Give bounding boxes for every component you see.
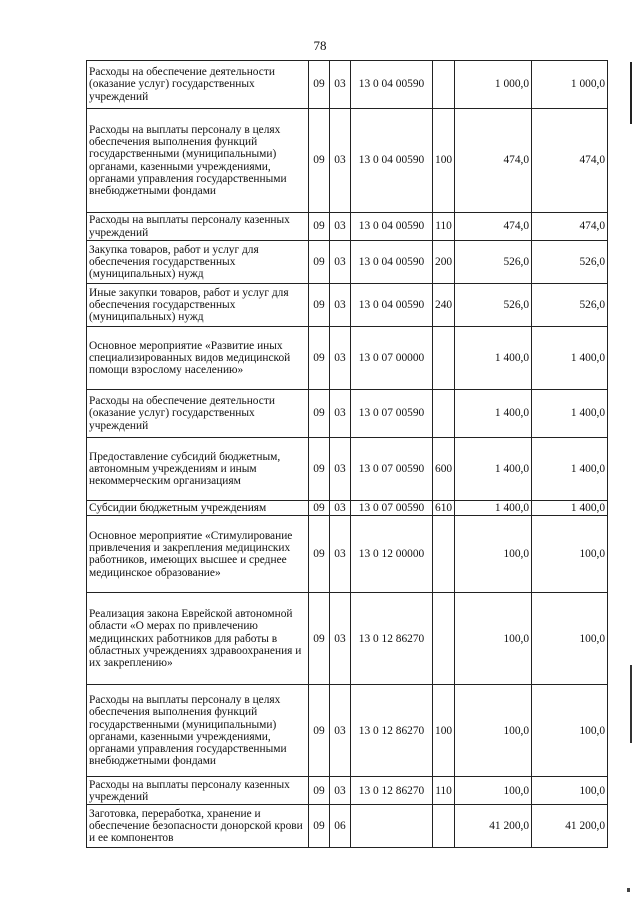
section-code-cell: 09 xyxy=(309,284,330,327)
expense-type-cell xyxy=(433,390,455,438)
section-code-cell: 09 xyxy=(309,685,330,777)
target-article-cell: 13 0 07 00590 xyxy=(351,501,433,516)
target-article-cell: 13 0 07 00000 xyxy=(351,327,433,390)
section-code-cell: 09 xyxy=(309,516,330,593)
expense-type-cell xyxy=(433,516,455,593)
subsection-code-cell: 06 xyxy=(330,805,351,848)
subsection-code-cell: 03 xyxy=(330,61,351,109)
expense-type-cell: 110 xyxy=(433,213,455,241)
subsection-code-cell: 03 xyxy=(330,593,351,685)
row-name-cell: Основное мероприятие «Развитие иных специализированных видов медицинской помощи взрослому населению» xyxy=(87,327,309,390)
expense-type-cell: 600 xyxy=(433,438,455,501)
row-name-cell: Реализация закона Еврейской автономной области «О мерах по привлечению медицинских работников для работы в областных учреждениях здравоохранения и их закреплению» xyxy=(87,593,309,685)
table-row xyxy=(87,438,608,501)
subsection-code-cell: 03 xyxy=(330,109,351,213)
amount-cell: 474,0 xyxy=(532,213,608,241)
row-name-cell: Расходы на обеспечение деятельности (оказание услуг) государственных учреждений xyxy=(87,61,309,109)
expense-type-cell: 100 xyxy=(433,685,455,777)
expense-type-cell: 200 xyxy=(433,241,455,284)
amount-cell: 474,0 xyxy=(532,109,608,213)
amount-cell: 1 400,0 xyxy=(532,501,608,516)
amount-cell: 526,0 xyxy=(455,284,532,327)
expense-type-cell xyxy=(433,593,455,685)
row-name-cell: Иные закупки товаров, работ и услуг для обеспечения государственных (муниципальных) нужд xyxy=(87,284,309,327)
row-name-cell: Расходы на выплаты персоналу в целях обеспечения выполнения функций государственными (муниципальными) органами, казенными учреждениями, органами управления государственными внебюджетными фондами xyxy=(87,109,309,213)
amount-cell: 41 200,0 xyxy=(532,805,608,848)
table-row xyxy=(87,593,608,685)
expense-type-cell xyxy=(433,327,455,390)
section-code-cell: 09 xyxy=(309,805,330,848)
target-article-cell xyxy=(351,805,433,848)
table-row xyxy=(87,241,608,284)
target-article-cell: 13 0 07 00590 xyxy=(351,390,433,438)
table-row xyxy=(87,685,608,777)
amount-cell: 1 400,0 xyxy=(455,327,532,390)
amount-cell: 100,0 xyxy=(532,516,608,593)
target-article-cell: 13 0 07 00590 xyxy=(351,438,433,501)
amount-cell: 100,0 xyxy=(455,516,532,593)
table-row xyxy=(87,61,608,109)
section-code-cell: 09 xyxy=(309,390,330,438)
amount-cell: 1 000,0 xyxy=(532,61,608,109)
table-row xyxy=(87,501,608,516)
row-name-cell: Расходы на обеспечение деятельности (оказание услуг) государственных учреждений xyxy=(87,390,309,438)
subsection-code-cell: 03 xyxy=(330,213,351,241)
amount-cell: 1 000,0 xyxy=(455,61,532,109)
expense-type-cell xyxy=(433,61,455,109)
table-row xyxy=(87,516,608,593)
amount-cell: 1 400,0 xyxy=(532,438,608,501)
subsection-code-cell: 03 xyxy=(330,501,351,516)
scan-edge-mark xyxy=(630,62,632,124)
amount-cell: 100,0 xyxy=(455,777,532,805)
subsection-code-cell: 03 xyxy=(330,390,351,438)
target-article-cell: 13 0 04 00590 xyxy=(351,284,433,327)
amount-cell: 1 400,0 xyxy=(455,438,532,501)
target-article-cell: 13 0 04 00590 xyxy=(351,213,433,241)
row-name-cell: Заготовка, переработка, хранение и обеспечение безопасности донорской крови и ее компонентов xyxy=(87,805,309,848)
row-name-cell: Субсидии бюджетным учреждениям xyxy=(87,501,309,516)
amount-cell: 474,0 xyxy=(455,109,532,213)
subsection-code-cell: 03 xyxy=(330,284,351,327)
section-code-cell: 09 xyxy=(309,109,330,213)
section-code-cell: 09 xyxy=(309,213,330,241)
target-article-cell: 13 0 04 00590 xyxy=(351,241,433,284)
section-code-cell: 09 xyxy=(309,593,330,685)
row-name-cell: Расходы на выплаты персоналу казенных учреждений xyxy=(87,213,309,241)
budget-table xyxy=(86,60,608,848)
amount-cell: 526,0 xyxy=(532,284,608,327)
section-code-cell: 09 xyxy=(309,438,330,501)
expense-type-cell: 610 xyxy=(433,501,455,516)
section-code-cell: 09 xyxy=(309,501,330,516)
amount-cell: 1 400,0 xyxy=(532,390,608,438)
page-number: 78 xyxy=(313,38,327,53)
section-code-cell: 09 xyxy=(309,327,330,390)
amount-cell: 100,0 xyxy=(532,593,608,685)
target-article-cell: 13 0 12 86270 xyxy=(351,685,433,777)
target-article-cell: 13 0 12 00000 xyxy=(351,516,433,593)
target-article-cell: 13 0 04 00590 xyxy=(351,109,433,213)
section-code-cell: 09 xyxy=(309,241,330,284)
table-row xyxy=(87,390,608,438)
amount-cell: 41 200,0 xyxy=(455,805,532,848)
subsection-code-cell: 03 xyxy=(330,516,351,593)
row-name-cell: Расходы на выплаты персоналу казенных учреждений xyxy=(87,777,309,805)
amount-cell: 100,0 xyxy=(455,685,532,777)
expense-type-cell: 100 xyxy=(433,109,455,213)
table-row xyxy=(87,284,608,327)
target-article-cell: 13 0 12 86270 xyxy=(351,777,433,805)
row-name-cell: Основное мероприятие «Стимулирование привлечения и закрепления медицинских работников, имеющих высшее и среднее медицинское образование» xyxy=(87,516,309,593)
table-row xyxy=(87,805,608,848)
target-article-cell: 13 0 12 86270 xyxy=(351,593,433,685)
section-code-cell: 09 xyxy=(309,61,330,109)
amount-cell: 1 400,0 xyxy=(532,327,608,390)
amount-cell: 1 400,0 xyxy=(455,390,532,438)
subsection-code-cell: 03 xyxy=(330,327,351,390)
amount-cell: 100,0 xyxy=(532,685,608,777)
table-row xyxy=(87,777,608,805)
expense-type-cell xyxy=(433,805,455,848)
row-name-cell: Закупка товаров, работ и услуг для обеспечения государственных (муниципальных) нужд xyxy=(87,241,309,284)
section-code-cell: 09 xyxy=(309,777,330,805)
table-row xyxy=(87,109,608,213)
amount-cell: 526,0 xyxy=(455,241,532,284)
subsection-code-cell: 03 xyxy=(330,241,351,284)
amount-cell: 100,0 xyxy=(455,593,532,685)
amount-cell: 474,0 xyxy=(455,213,532,241)
table-body xyxy=(87,61,608,848)
amount-cell: 100,0 xyxy=(532,777,608,805)
row-name-cell: Расходы на выплаты персоналу в целях обеспечения выполнения функций государственными (муниципальными) органами, казенными учреждениями, органами управления государственными внебюджетными фондами xyxy=(87,685,309,777)
row-name-cell: Предоставление субсидий бюджетным, автономным учреждениям и иным некоммерческим организациям xyxy=(87,438,309,501)
scan-edge-mark xyxy=(627,888,630,892)
amount-cell: 526,0 xyxy=(532,241,608,284)
expense-type-cell: 240 xyxy=(433,284,455,327)
amount-cell: 1 400,0 xyxy=(455,501,532,516)
expense-type-cell: 110 xyxy=(433,777,455,805)
target-article-cell: 13 0 04 00590 xyxy=(351,61,433,109)
table-row xyxy=(87,327,608,390)
subsection-code-cell: 03 xyxy=(330,438,351,501)
table-row xyxy=(87,213,608,241)
subsection-code-cell: 03 xyxy=(330,685,351,777)
scan-edge-mark xyxy=(630,665,632,743)
subsection-code-cell: 03 xyxy=(330,777,351,805)
